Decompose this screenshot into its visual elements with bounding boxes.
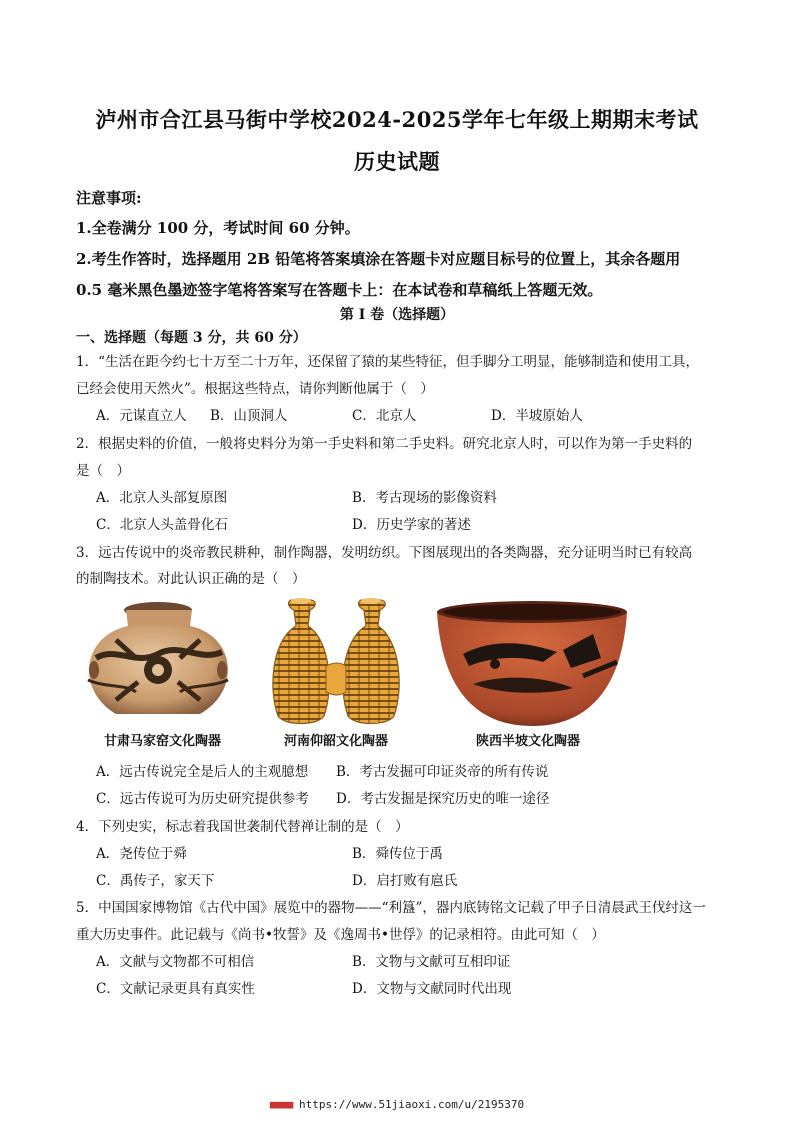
q1-option-d: D．半坡原始人 — [491, 408, 583, 424]
notice-item-2-continued: 0.5 毫米黑色墨迹签字笔将答案写在答题卡上：在本试卷和草稿纸上答题无效。 — [76, 281, 603, 299]
q2-stem-cont: 是（ ） — [76, 463, 130, 479]
q3-option-b: B．考古发掘可印证炎帝的所有传说 — [336, 764, 549, 780]
q3-option-d: D．考古发掘是探究历史的唯一途径 — [336, 791, 550, 807]
q4-stem: 4．下列史实，标志着我国世袭制代替禅让制的是（ ） — [76, 819, 409, 835]
notice-item-1: 1.全卷满分 100 分，考试时间 60 分钟。 — [76, 219, 360, 237]
q3-option-c: C．远古传说可为历史研究提供参考 — [96, 791, 309, 807]
q1-option-c: C．北京人 — [352, 408, 417, 424]
q1-option-b: B．山顶洞人 — [210, 408, 288, 424]
q3-stem-cont: 的制陶技术。对此认识正确的是（ ） — [76, 571, 306, 587]
q1-stem-cont: 已经会使用天然火”。根据这些特点，请你判断他属于（ ） — [76, 381, 434, 397]
footer-url-link[interactable]: https://www.51jiaoxi.com/u/2195370 — [298, 1098, 525, 1111]
q5-option-d: D．文物与文献同时代出现 — [352, 981, 512, 997]
q5-option-a: A．文献与文物都不可相信 — [96, 954, 255, 970]
section-title: 一、选择题（每题 3 分，共 60 分） — [76, 330, 307, 346]
q3-stem: 3．远古传说中的炎帝教民耕种，制作陶器，发明纺织。下图展现出的各类陶器，充分证明当时已有较高 — [76, 545, 693, 561]
q2-option-a: A．北京人头部复原图 — [96, 490, 228, 506]
exam-subject: 历史试题 — [354, 149, 440, 174]
q1-stem: 1．“生活在距今约七十万至二十万年，还保留了猿的某些特征，但手脚分工明显，能够制造和使用工具， — [76, 354, 699, 370]
exam-title: 泸州市合江县马街中学校2024-2025学年七年级上期期末考试 — [95, 107, 699, 132]
q4-option-c: C．禹传子，家天下 — [96, 873, 215, 889]
q5-stem: 5．中国国家博物馆《古代中国》展览中的器物——“利簋”，器内底铸铭文记载了甲子日清晨武王伐纣这一 — [76, 900, 706, 916]
page-footer — [0, 1098, 794, 1111]
q2-option-b: B．考古现场的影像资料 — [352, 490, 497, 506]
q1-option-a: A．元谋直立人 — [96, 408, 187, 424]
q4-option-b: B．舜传位于禹 — [352, 846, 443, 862]
q4-option-d: D．启打败有扈氏 — [352, 873, 458, 889]
q5-option-b: B．文物与文献可互相印证 — [352, 954, 511, 970]
q2-option-c: C．北京人头盖骨化石 — [96, 517, 228, 533]
yangshao-pottery-image — [264, 596, 414, 728]
q2-option-d: D．历史学家的著述 — [352, 517, 471, 533]
notice-item-2: 2.考生作答时，选择题用 2B 铅笔将答案填涂在答题卡对应题目标号的位置上，其余各题用 — [76, 250, 681, 268]
q4-option-a: A．尧传位于舜 — [96, 846, 187, 862]
footer-logo-mark: ■■■■ — [269, 1098, 293, 1111]
volume-title: 第 I 卷（选择题） — [339, 307, 455, 323]
q5-option-c: C．文献记录更具有真实性 — [96, 981, 255, 997]
notice-heading: 注意事项: — [76, 189, 142, 207]
q3-option-a: A．远古传说完全是后人的主观臆想 — [96, 764, 309, 780]
q5-stem-cont: 重大历史事件。此记载与《尚书•牧誓》及《逸周书•世俘》的记录相符。由此可知（ ） — [76, 927, 605, 943]
majiayao-caption: 甘肃马家窑文化陶器 — [104, 734, 222, 749]
yangshao-caption: 河南仰韶文化陶器 — [284, 734, 389, 749]
banpo-pottery-image — [433, 598, 631, 728]
q2-stem: 2．根据史料的价值，一般将史料分为第一手史料和第二手史料。研究北京人时，可以作为第一手史料的 — [76, 436, 693, 452]
banpo-caption: 陕西半坡文化陶器 — [476, 734, 581, 749]
majiayao-pottery-image — [76, 596, 241, 726]
